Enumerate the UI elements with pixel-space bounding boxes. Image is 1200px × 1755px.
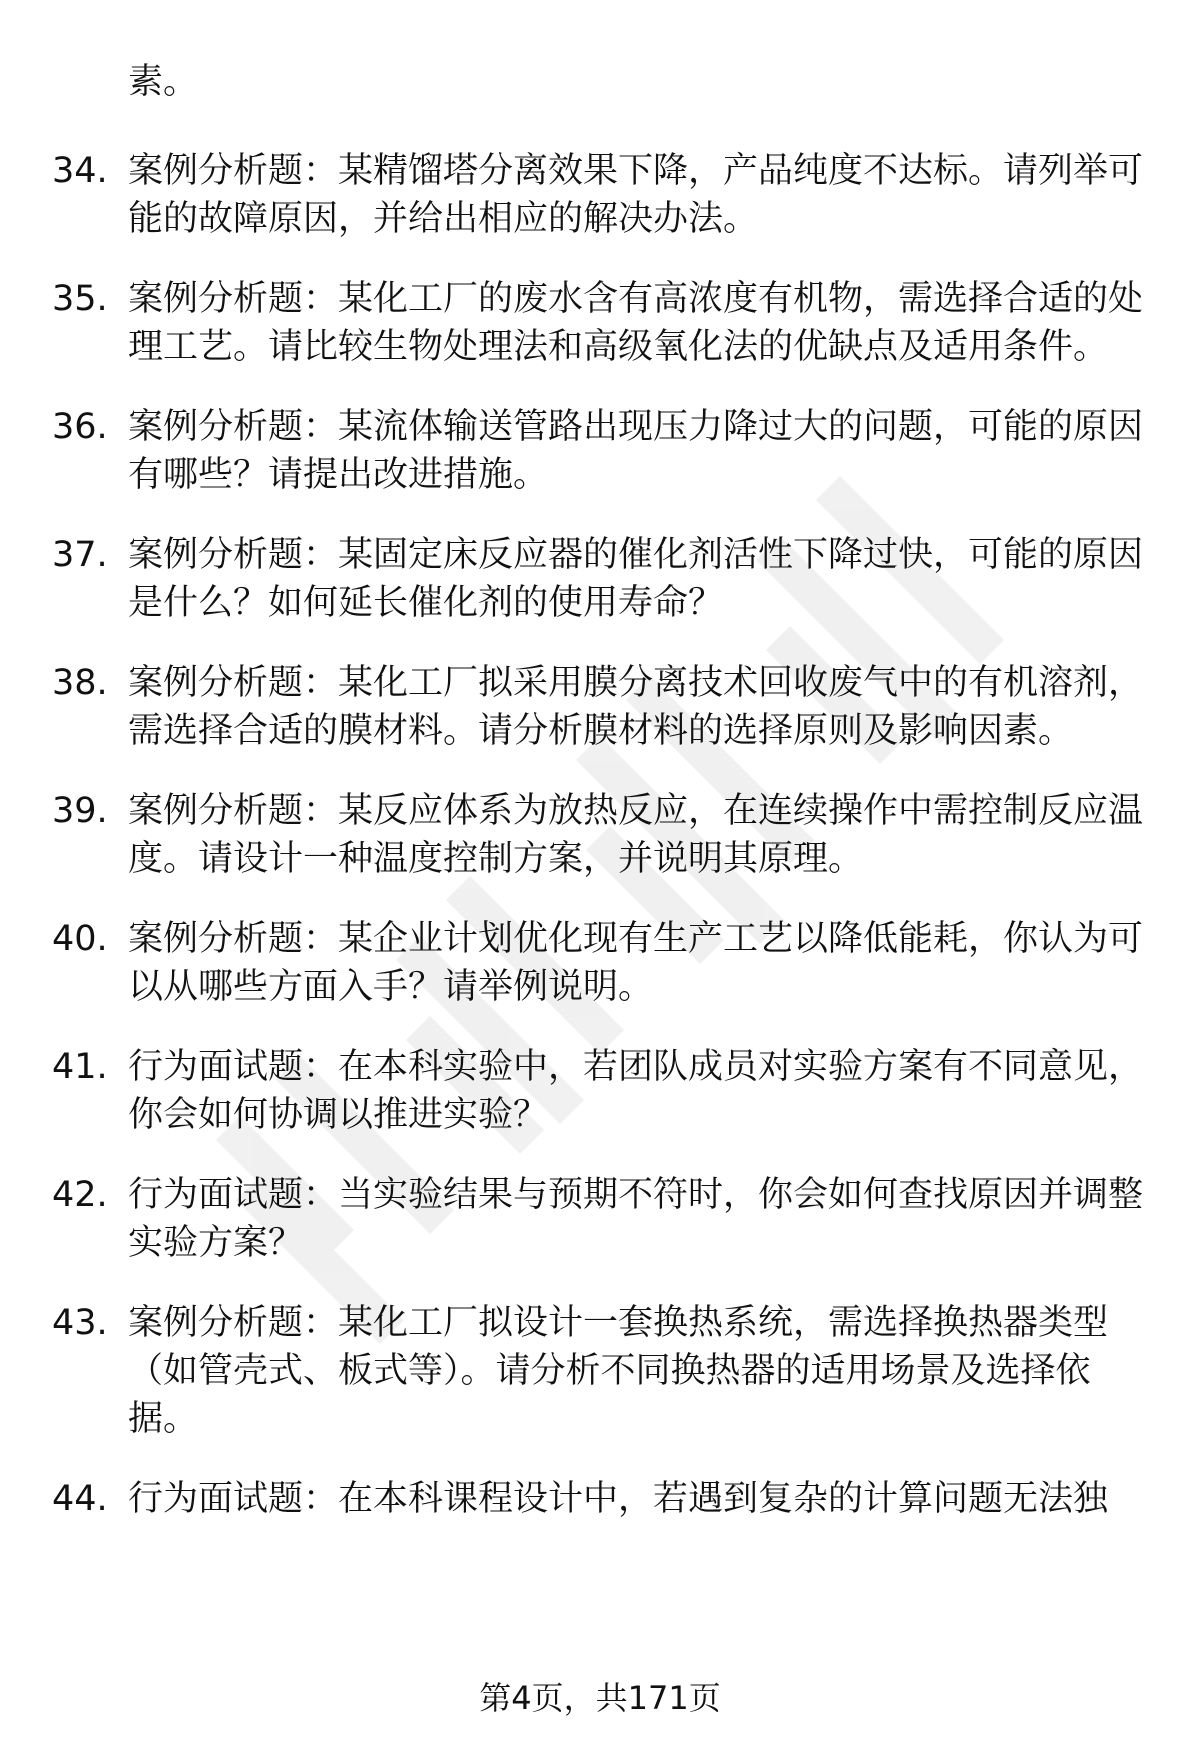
page-footer: 第4页，共171页 — [479, 1679, 721, 1717]
list-item — [0, 531, 1200, 627]
question-number: 42. — [52, 1175, 108, 1215]
question-number: 41. — [52, 1047, 108, 1087]
list-item — [0, 1475, 1200, 1523]
question-number: 43. — [52, 1303, 108, 1343]
question-text: 案例分析题：某固定床反应器的催化剂活性下降过快，可能的原因是什么？如何延长催化剂的使用寿命？ — [128, 535, 1144, 623]
list-item — [0, 1043, 1200, 1139]
question-number: 37. — [52, 535, 108, 575]
question-text: 案例分析题：某化工厂拟设计一套换热系统，需选择换热器类型（如管壳式、板式等）。请分析不同换热器的适用场景及选择依据。 — [128, 1303, 1109, 1439]
list-item — [0, 1299, 1200, 1443]
question-number: 40. — [52, 919, 108, 959]
question-number: 38. — [52, 663, 108, 703]
question-number: 34. — [52, 151, 108, 191]
list-item — [0, 787, 1200, 883]
list-item — [0, 659, 1200, 755]
list-item — [0, 147, 1200, 243]
question-number: 44. — [52, 1479, 108, 1519]
question-text: 案例分析题：某流体输送管路出现压力降过大的问题，可能的原因有哪些？请提出改进措施。 — [128, 407, 1144, 495]
question-text: 行为面试题：当实验结果与预期不符时，你会如何查找原因并调整实验方案？ — [128, 1175, 1144, 1263]
question-number: 39. — [52, 791, 108, 831]
question-number: 35. — [52, 279, 108, 319]
continuation-text: 素。 — [128, 62, 199, 102]
list-item — [0, 915, 1200, 1011]
question-list — [0, 147, 1200, 1555]
question-text: 案例分析题：某精馏塔分离效果下降，产品纯度不达标。请列举可能的故障原因，并给出相应的解决办法。 — [128, 151, 1144, 239]
list-item — [0, 403, 1200, 499]
question-text: 案例分析题：某化工厂的废水含有高浓度有机物，需选择合适的处理工艺。请比较生物处理法和高级氧化法的优缺点及适用条件。 — [128, 279, 1144, 367]
question-text: 案例分析题：某企业计划优化现有生产工艺以降低能耗，你认为可以从哪些方面入手？请举例说明。 — [128, 919, 1144, 1007]
question-text: 案例分析题：某反应体系为放热反应，在连续操作中需控制反应温度。请设计一种温度控制方案，并说明其原理。 — [128, 791, 1144, 879]
list-item — [0, 275, 1200, 371]
question-text: 行为面试题：在本科实验中，若团队成员对实验方案有不同意见，你会如何协调以推进实验？ — [128, 1047, 1144, 1135]
question-number: 36. — [52, 407, 108, 447]
list-item — [0, 1171, 1200, 1267]
question-text: 行为面试题：在本科课程设计中，若遇到复杂的计算问题无法独 — [128, 1479, 1109, 1519]
question-text: 案例分析题：某化工厂拟采用膜分离技术回收废气中的有机溶剂，需选择合适的膜材料。请分析膜材料的选择原则及影响因素。 — [128, 663, 1144, 751]
